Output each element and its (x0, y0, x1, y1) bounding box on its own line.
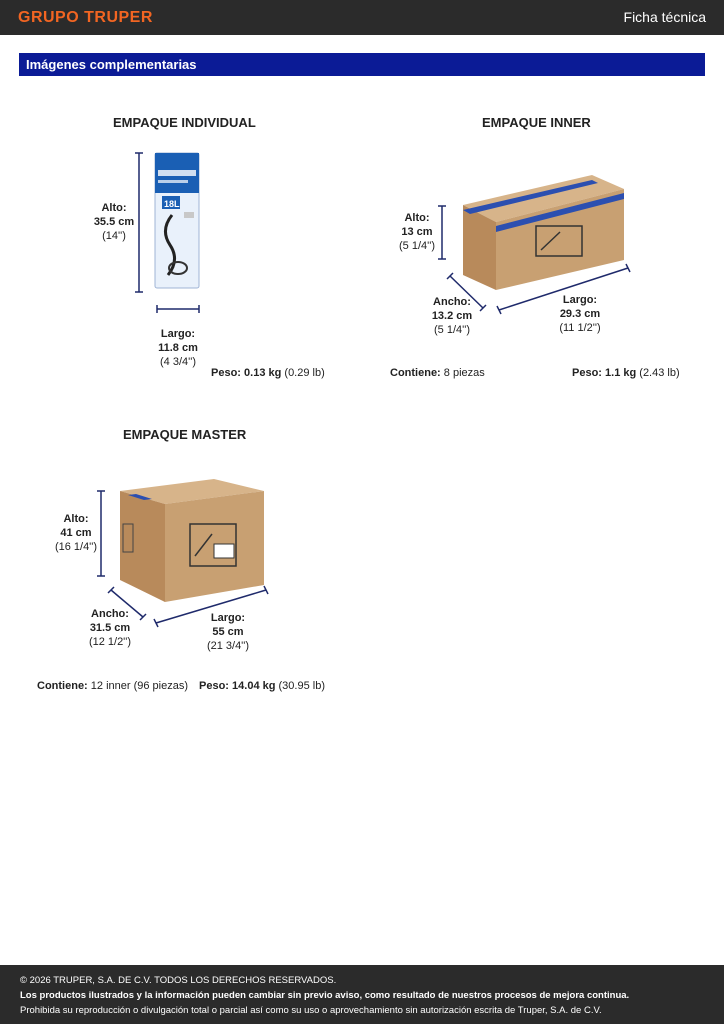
master-weight (199, 680, 325, 692)
footer (0, 965, 724, 1024)
document-title: Ficha técnica (623, 9, 706, 25)
contents-label: Contiene: (37, 680, 88, 692)
dim-label: Ancho: (91, 608, 129, 620)
weight-label: Peso: (199, 680, 229, 692)
footer-notice: Los productos ilustrados y la información pueden cambiar sin previo aviso, como resultado de nuestros procesos de mejora continua. (20, 990, 630, 1001)
weight-metric: 0.13 kg (244, 367, 282, 379)
inner-title: EMPAQUE INNER (482, 115, 591, 130)
dim-imperial: (11 1/2'') (559, 322, 601, 334)
dim-metric: 31.5 cm (89, 622, 131, 634)
weight-imperial: (2.43 lb) (639, 367, 680, 379)
dim-label: Alto: (63, 513, 89, 525)
weight-imperial: (30.95 lb) (278, 680, 325, 692)
weight-label: Peso: (572, 367, 602, 379)
individual-height-label (90, 201, 138, 243)
master-title: EMPAQUE MASTER (123, 427, 247, 442)
inner-contents (390, 367, 485, 379)
individual-length-label (148, 327, 208, 369)
dim-metric: 55 cm (212, 626, 244, 638)
dim-imperial: (16 1/4'') (54, 541, 98, 553)
dim-label: Largo: (562, 294, 598, 306)
inner-box-image (463, 175, 624, 290)
master-box-image (120, 479, 264, 602)
dim-imperial: (4 3/4'') (160, 356, 196, 368)
brand-logo: GRUPO TRUPER (18, 9, 153, 26)
individual-package-image (155, 153, 199, 288)
inner-weight (572, 367, 680, 379)
contents-label: Contiene: (390, 367, 441, 379)
dim-metric: 35.5 cm (93, 216, 135, 228)
dim-label: Alto: (404, 212, 430, 224)
contents-value: 8 piezas (443, 367, 485, 379)
weight-label: Peso: (211, 367, 241, 379)
dim-label: Largo: (210, 612, 246, 624)
dim-label: Largo: (160, 328, 196, 340)
weight-metric: 14.04 kg (232, 680, 276, 692)
master-height-label (50, 512, 102, 554)
dim-metric: 41 cm (60, 527, 92, 539)
dim-metric: 13 cm (401, 226, 433, 238)
dim-imperial: (5 1/4'') (399, 240, 435, 252)
dim-metric: 11.8 cm (158, 342, 198, 354)
individual-weight (211, 367, 325, 379)
section-title: Imágenes complementarias (26, 57, 197, 72)
dim-metric: 13.2 cm (431, 310, 473, 322)
individual-title: EMPAQUE INDIVIDUAL (113, 115, 256, 130)
dim-imperial: (12 1/2'') (88, 636, 132, 648)
master-length-label (198, 611, 258, 653)
dim-imperial: (5 1/4'') (434, 324, 470, 336)
dim-label: Alto: (101, 202, 127, 214)
weight-imperial: (0.29 lb) (284, 367, 325, 379)
footer-prohibition: Prohibida su reproducción o divulgación total o parcial así como su uso o aprovechamiento sin autorización escrita de Truper, S.A. de C.V. (20, 1005, 602, 1016)
dim-label: Ancho: (433, 296, 471, 308)
dim-imperial: (14'') (102, 230, 126, 242)
dim-imperial: (21 3/4'') (206, 640, 250, 652)
inner-length-label (550, 293, 610, 335)
master-width-label (82, 607, 138, 649)
inner-height-label (392, 211, 442, 253)
footer-copyright: © 2026 TRUPER, S.A. DE C.V. TODOS LOS DERECHOS RESERVADOS. (20, 975, 337, 986)
weight-metric: 1.1 kg (605, 367, 637, 379)
package-label-text: 18L (164, 199, 180, 209)
master-contents (37, 680, 188, 692)
inner-width-label (424, 295, 480, 337)
dim-metric: 29.3 cm (559, 308, 601, 320)
contents-value: 12 inner (96 piezas) (90, 680, 189, 692)
